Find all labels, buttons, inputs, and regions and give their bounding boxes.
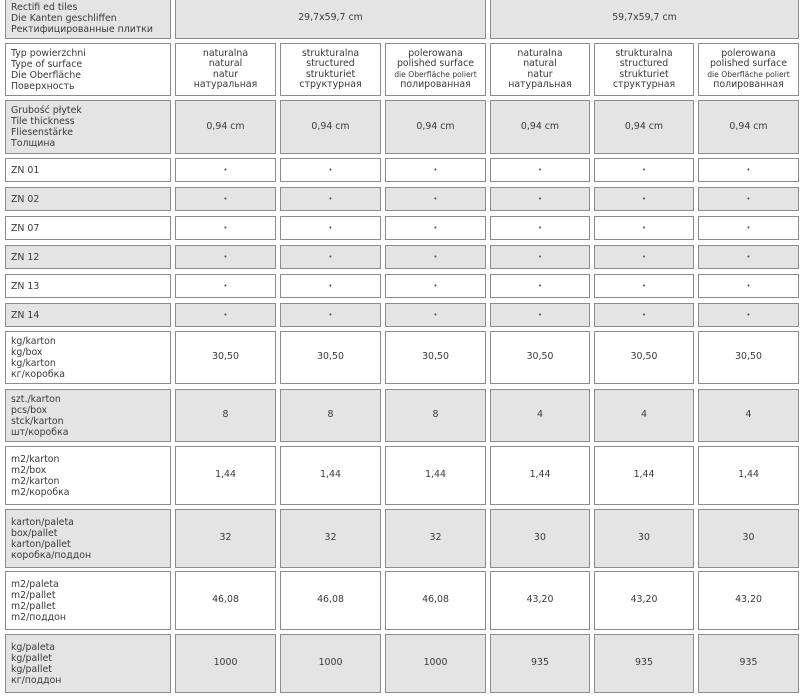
packaging-value-cell [698, 331, 799, 384]
color-code-label-line-1: ZN 07 [11, 222, 40, 234]
availability-dot: • [537, 194, 543, 203]
packaging-value-cell [594, 634, 694, 693]
availability-dot: • [223, 165, 228, 174]
packaging-value: 43,20 [526, 594, 554, 606]
thickness-value: 0,94 cm [206, 120, 245, 132]
packaging-value: 4 [537, 409, 543, 421]
surface-type-label-line-4: Поверхность [11, 80, 75, 92]
thickness-cell [175, 100, 276, 154]
availability-dot: • [746, 223, 751, 232]
thickness-value: 0,94 cm [520, 120, 560, 132]
surface-text: natural [523, 58, 557, 69]
availability-dot: • [537, 281, 543, 290]
packaging-value-cell [385, 389, 486, 442]
packaging-label-line-3: stck/karton [11, 415, 64, 427]
thickness-cell [490, 100, 590, 154]
packaging-value: 935 [635, 657, 653, 669]
availability-dot: • [641, 281, 647, 290]
packaging-value-cell [385, 331, 486, 384]
thickness-value: 0,94 cm [416, 120, 455, 132]
surface-text: strukturalna [301, 47, 360, 59]
surface-text: natur [212, 68, 239, 80]
packaging-label-line-2: kg/pallet [11, 652, 52, 664]
surface-cell [385, 43, 486, 96]
color-code-label [5, 216, 171, 240]
packaging-value-cell [490, 331, 590, 384]
availability-dot: • [746, 310, 751, 319]
surface-type-label-line-3: Die Oberfläche [11, 69, 82, 81]
surface-text: polerowana [721, 47, 776, 59]
availability-cell [280, 216, 381, 240]
availability-cell [280, 303, 381, 327]
availability-dot: • [641, 165, 647, 174]
thickness-cell [698, 100, 799, 154]
packaging-value: 935 [531, 657, 549, 669]
availability-cell [280, 187, 381, 211]
packaging-value-cell [385, 634, 486, 693]
availability-dot: • [433, 281, 438, 290]
surface-text: polerowana [408, 47, 463, 59]
rectified-tiles-label [5, 0, 171, 39]
packaging-value: 1,44 [215, 469, 236, 481]
surface-text: натуральная [508, 79, 572, 90]
size-header-59x59 [490, 0, 799, 39]
availability-dot: • [433, 310, 438, 319]
availability-dot: • [537, 223, 543, 232]
surface-cell [698, 43, 799, 96]
packaging-value-cell [594, 389, 694, 442]
availability-dot: • [433, 165, 438, 174]
packaging-label-line-3: kg/pallet [11, 663, 52, 675]
availability-cell [594, 245, 694, 269]
availability-cell [698, 274, 799, 298]
packaging-value: 30,50 [212, 351, 239, 363]
thickness-value: 0,94 cm [311, 120, 350, 132]
packaging-value-cell [490, 634, 590, 693]
packaging-value: 30,50 [317, 351, 344, 363]
availability-dot: • [537, 252, 543, 261]
packaging-value: 1000 [213, 657, 238, 669]
packaging-label-line-1: karton/paleta [11, 516, 74, 528]
availability-cell [698, 303, 799, 327]
tile-thickness-label-line-2: Tile thickness [11, 116, 75, 127]
packaging-value: 46,08 [422, 594, 449, 606]
packaging-value-cell [594, 331, 694, 384]
packaging-value-cell [175, 571, 276, 630]
packaging-label-line-4: кг/поддон [11, 674, 62, 686]
availability-dot: • [433, 252, 438, 261]
packaging-value-cell [175, 331, 276, 384]
surface-text: натуральная [193, 79, 258, 90]
packaging-label-line-2: m2/box [11, 464, 47, 476]
packaging-label-line-2: kg/box [11, 346, 43, 358]
availability-dot: • [433, 194, 438, 203]
color-code-label-line-1: ZN 01 [11, 164, 40, 176]
packaging-value-cell [698, 571, 799, 630]
color-code-label-line-1: ZN 14 [11, 309, 40, 321]
availability-cell [490, 216, 590, 240]
packaging-value: 1,44 [633, 469, 655, 481]
surface-type-label [5, 43, 171, 96]
packaging-value: 1,44 [320, 469, 341, 481]
color-code-label-line-1: ZN 13 [11, 280, 40, 292]
packaging-value: 1000 [423, 657, 448, 669]
packaging-value-cell [385, 446, 486, 505]
surface-text: структурная [612, 79, 676, 90]
availability-dot: • [223, 310, 228, 319]
availability-cell [698, 158, 799, 182]
thickness-value: 0,94 cm [624, 120, 664, 132]
surface-text: naturalna [202, 47, 249, 59]
surface-cell [594, 43, 694, 96]
surface-type-label-line-2: Type of surface [11, 58, 83, 70]
packaging-label-line-2: pcs/box [11, 404, 48, 416]
packaging-value: 30 [534, 532, 546, 544]
packaging-value: 32 [429, 532, 442, 544]
packaging-value-cell [698, 634, 799, 693]
surface-text: структурная [299, 79, 362, 90]
availability-dot: • [328, 310, 333, 319]
surface-text: natur [527, 68, 553, 80]
packaging-value: 935 [739, 657, 758, 669]
packaging-value-cell [280, 389, 381, 442]
packaging-value: 8 [432, 409, 439, 421]
packaging-value-cell [175, 389, 276, 442]
availability-dot: • [328, 223, 333, 232]
surface-text: polished surface [396, 58, 475, 70]
packaging-value-cell [280, 331, 381, 384]
packaging-value-cell [280, 509, 381, 568]
packaging-value: 46,08 [317, 594, 344, 606]
color-code-label-line-1: ZN 12 [11, 251, 40, 263]
availability-cell [490, 274, 590, 298]
surface-text: die Oberfläche poliert [394, 69, 477, 79]
packaging-label-line-3: m2/karton [11, 475, 60, 487]
availability-dot: • [641, 252, 647, 261]
availability-dot: • [223, 194, 228, 203]
size-header-29x59 [175, 0, 486, 39]
packaging-value-cell [490, 571, 590, 630]
surface-text: strukturiet [619, 68, 669, 80]
packaging-value: 46,08 [212, 594, 239, 606]
packaging-value-cell [175, 446, 276, 505]
packaging-value: 43,20 [630, 594, 658, 606]
packaging-value: 4 [641, 409, 647, 421]
packaging-label [5, 634, 171, 693]
packaging-label [5, 331, 171, 384]
packaging-value-cell [490, 389, 590, 442]
availability-dot: • [641, 310, 647, 319]
availability-dot: • [746, 252, 751, 261]
availability-cell [175, 158, 276, 182]
availability-cell [175, 245, 276, 269]
availability-cell [698, 187, 799, 211]
availability-dot: • [746, 281, 751, 290]
surface-text: structured [306, 58, 355, 69]
availability-cell [385, 303, 486, 327]
packaging-value-cell [280, 571, 381, 630]
availability-cell [175, 274, 276, 298]
packaging-label-line-4: шт/коробка [11, 426, 69, 438]
packaging-label-line-1: szt./karton [11, 393, 61, 405]
availability-dot: • [223, 281, 228, 290]
packaging-label-line-1: m2/paleta [11, 578, 59, 590]
packaging-value: 32 [219, 532, 232, 544]
availability-dot: • [433, 223, 438, 232]
packaging-value-cell [698, 389, 799, 442]
availability-cell [385, 274, 486, 298]
packaging-label-line-1: m2/karton [11, 453, 60, 465]
packaging-label-line-1: kg/paleta [11, 641, 56, 653]
tile-thickness-label-line-3: Fliesenstärke [11, 127, 73, 138]
packaging-value: 4 [745, 409, 752, 421]
surface-text: полированная [713, 78, 784, 90]
packaging-value-cell [490, 509, 590, 568]
surface-type-label-line-1: Typ powierzchni [11, 47, 86, 59]
availability-dot: • [328, 281, 333, 290]
packaging-value-cell [175, 634, 276, 693]
availability-cell [385, 158, 486, 182]
packaging-value: 43,20 [735, 594, 762, 606]
rectified-tiles-label-line-2: Die Kanten geschliffen [11, 13, 117, 24]
packaging-value-cell [280, 446, 381, 505]
tile-thickness-label [5, 100, 171, 154]
packaging-value: 1,44 [738, 469, 759, 481]
packaging-value-cell [594, 509, 694, 568]
surface-text: natural [208, 58, 243, 69]
surface-cell [280, 43, 381, 96]
packaging-label [5, 446, 171, 505]
thickness-cell [385, 100, 486, 154]
packaging-label-line-3: karton/pallet [11, 538, 71, 550]
availability-cell [594, 274, 694, 298]
packaging-label [5, 571, 171, 630]
surface-text: полированная [400, 78, 471, 90]
size-label-59x59: 59,7x59,7 cm [612, 12, 677, 24]
packaging-label-line-4: m2/поддон [11, 611, 66, 623]
tile-thickness-label-line-1: Grubość płytek [11, 105, 82, 116]
packaging-label-line-4: m2/коробка [11, 486, 70, 498]
availability-cell [385, 216, 486, 240]
packaging-value-cell [280, 634, 381, 693]
size-label-29x59: 29,7x59,7 cm [298, 12, 363, 24]
availability-cell [594, 303, 694, 327]
surface-text: structured [619, 58, 669, 69]
packaging-label-line-4: кг/коробка [11, 368, 66, 380]
packaging-value: 30 [742, 532, 755, 544]
thickness-value: 0,94 cm [729, 120, 768, 132]
rectified-tiles-label-line-1: Rectifi ed tiles [11, 2, 78, 13]
availability-dot: • [537, 165, 543, 174]
tile-thickness-label-line-4: Толщина [11, 138, 56, 149]
color-code-label [5, 245, 171, 269]
packaging-value-cell [385, 571, 486, 630]
availability-cell [490, 187, 590, 211]
packaging-label-line-3: m2/pallet [11, 600, 56, 612]
availability-dot: • [641, 194, 647, 203]
availability-cell [385, 245, 486, 269]
packaging-value: 30,50 [735, 351, 762, 363]
packaging-label [5, 509, 171, 568]
availability-cell [175, 303, 276, 327]
packaging-value: 1,44 [425, 469, 446, 481]
availability-dot: • [537, 310, 543, 319]
packaging-label-line-2: box/pallet [11, 527, 58, 539]
availability-cell [698, 245, 799, 269]
availability-dot: • [328, 194, 333, 203]
availability-cell [594, 216, 694, 240]
availability-cell [594, 158, 694, 182]
packaging-value: 8 [222, 409, 229, 421]
surface-text: polished surface [709, 58, 788, 70]
packaging-label-line-2: m2/pallet [11, 589, 56, 601]
color-code-label [5, 187, 171, 211]
availability-cell [175, 187, 276, 211]
packaging-value: 8 [327, 409, 334, 421]
surface-text: strukturalna [615, 47, 673, 59]
availability-cell [385, 187, 486, 211]
packaging-label [5, 389, 171, 442]
availability-cell [698, 216, 799, 240]
thickness-cell [280, 100, 381, 154]
availability-dot: • [746, 165, 751, 174]
color-code-label [5, 274, 171, 298]
surface-cell [490, 43, 590, 96]
color-code-label-line-1: ZN 02 [11, 193, 40, 205]
packaging-value-cell [698, 446, 799, 505]
thickness-cell [594, 100, 694, 154]
availability-dot: • [641, 223, 647, 232]
packaging-value-cell [594, 571, 694, 630]
surface-text: strukturiet [305, 68, 356, 80]
packaging-value: 32 [324, 532, 337, 544]
availability-cell [280, 274, 381, 298]
availability-cell [280, 158, 381, 182]
availability-cell [280, 245, 381, 269]
packaging-value-cell [594, 446, 694, 505]
packaging-value: 30,50 [422, 351, 449, 363]
packaging-label-line-1: kg/karton [11, 335, 56, 347]
packaging-value: 1000 [318, 657, 343, 669]
color-code-label [5, 303, 171, 327]
packaging-value: 30 [638, 532, 650, 544]
surface-text: naturalna [517, 47, 563, 59]
availability-cell [490, 303, 590, 327]
surface-cell [175, 43, 276, 96]
packaging-value-cell [175, 509, 276, 568]
availability-cell [175, 216, 276, 240]
availability-cell [594, 187, 694, 211]
packaging-value-cell [385, 509, 486, 568]
availability-cell [490, 245, 590, 269]
packaging-value: 30,50 [526, 351, 554, 363]
packaging-value: 30,50 [630, 351, 658, 363]
availability-dot: • [746, 194, 751, 203]
packaging-label-line-4: коробка/поддон [11, 549, 92, 561]
availability-dot: • [223, 223, 228, 232]
packaging-value: 1,44 [529, 469, 551, 481]
availability-cell [490, 158, 590, 182]
availability-dot: • [328, 165, 333, 174]
rectified-tiles-label-line-3: Ректифицированные плитки [11, 24, 154, 35]
availability-dot: • [223, 252, 228, 261]
color-code-label [5, 158, 171, 182]
surface-text: die Oberfläche poliert [707, 69, 790, 79]
availability-dot: • [328, 252, 333, 261]
packaging-value-cell [698, 509, 799, 568]
packaging-label-line-3: kg/karton [11, 357, 56, 369]
packaging-value-cell [490, 446, 590, 505]
